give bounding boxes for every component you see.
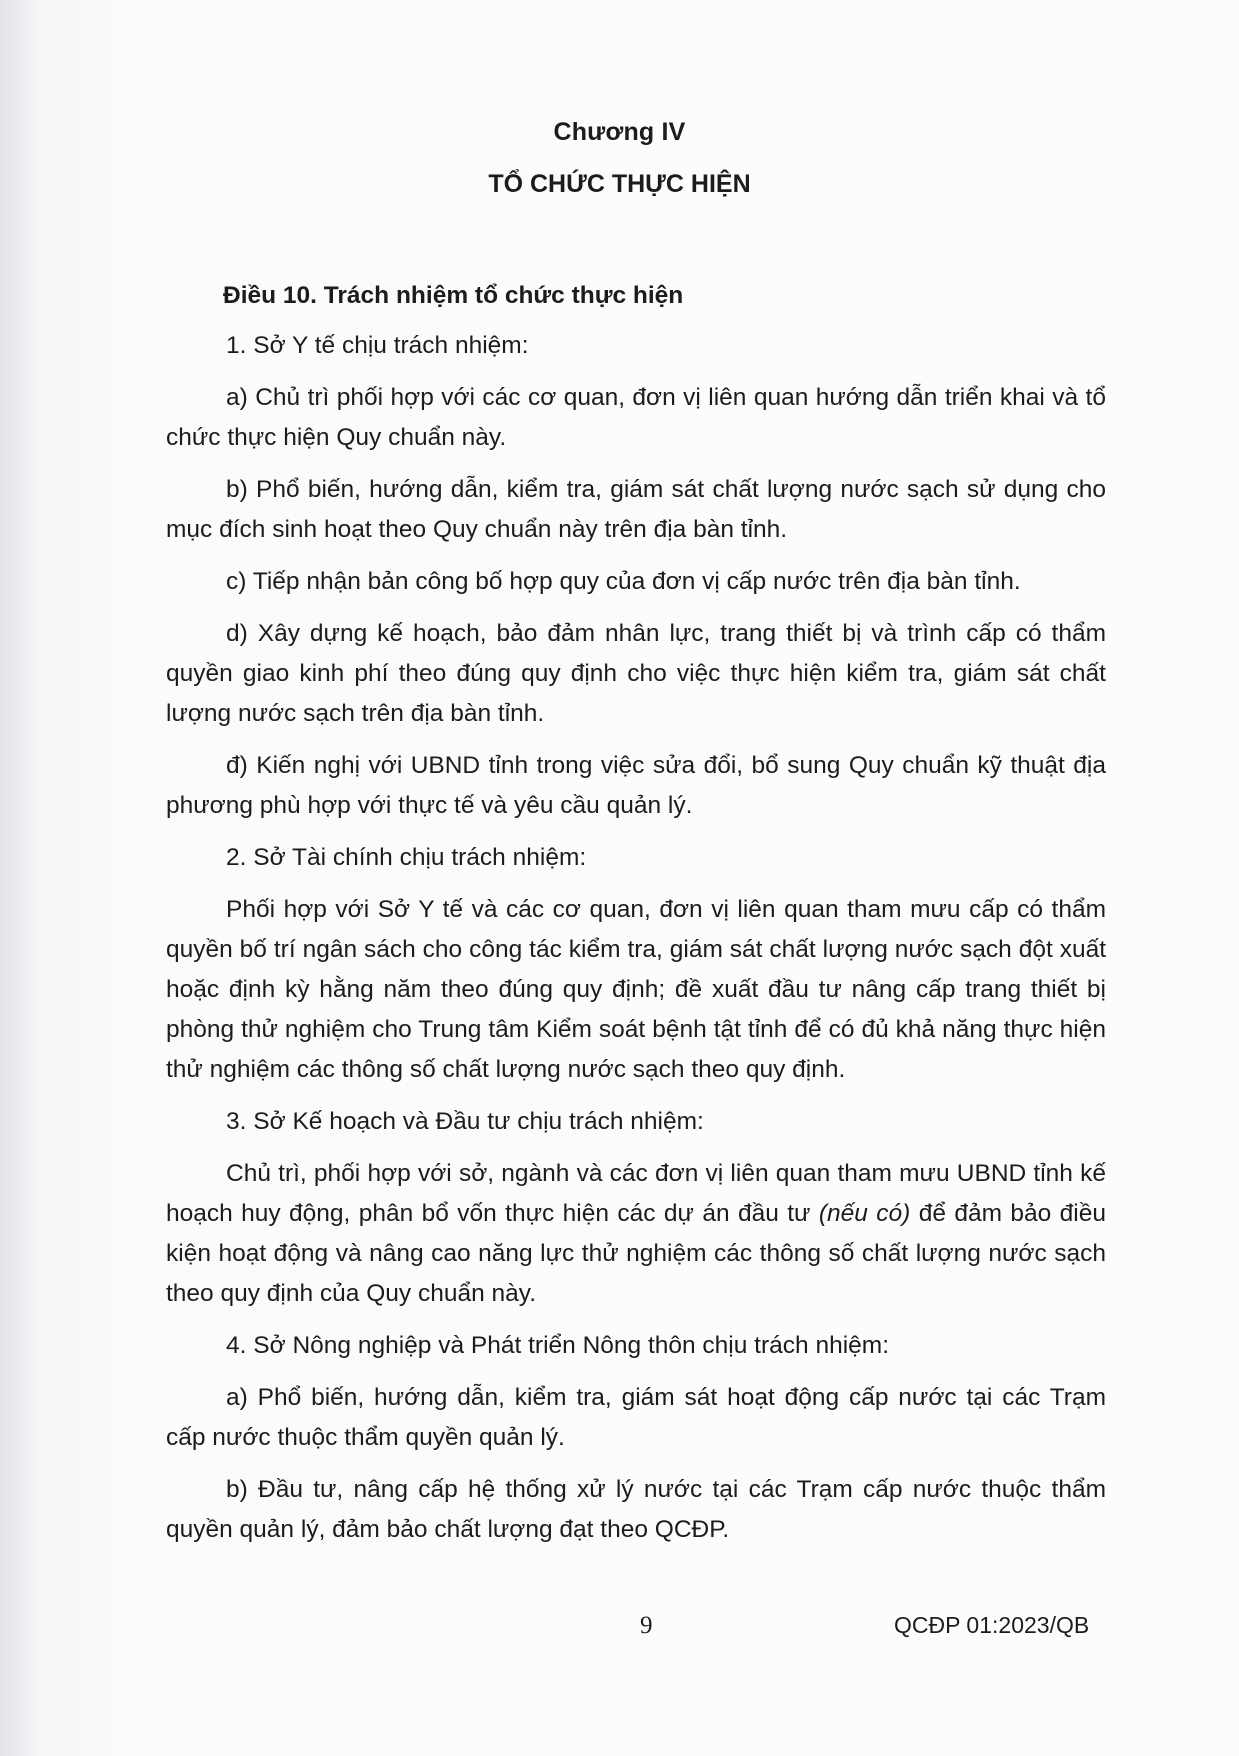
paragraph: 4. Sở Nông nghiệp và Phát triển Nông thôn chịu trách nhiệm: [226,1332,889,1359]
page-number: 9 [640,1612,653,1639]
article-heading [166,276,1106,316]
paragraph: d) Xây dựng kế hoạch, bảo đảm nhân lực, trang thiết bị và trình cấp có thẩm quyền giao kinh phí theo đúng quy định cho việc thực hiện kiểm tra, giám sát chất lượng nước sạch trên địa bàn tỉnh. [166,620,1106,727]
paragraph: 1. Sở Y tế chịu trách nhiệm: [226,332,529,359]
document-code: QCĐP 01:2023/QB [894,1612,1090,1638]
paragraph: a) Phổ biến, hướng dẫn, kiểm tra, giám sát hoạt động cấp nước tại các Trạm cấp nước thuộc thẩm quyền quản lý. [166,1384,1106,1451]
paragraph: a) Chủ trì phối hợp với các cơ quan, đơn vị liên quan hướng dẫn triển khai và tổ chức thực hiện Quy chuẩn này. [166,384,1106,451]
chapter-title: TỔ CHỨC THỰC HIỆN [488,170,751,198]
paragraph: b) Đầu tư, nâng cấp hệ thống xử lý nước tại các Trạm cấp nước thuộc thẩm quyền quản lý, đảm bảo chất lượng đạt theo QCĐP. [166,1476,1106,1543]
paragraph: đ) Kiến nghị với UBND tỉnh trong việc sửa đổi, bổ sung Quy chuẩn kỹ thuật địa phương phù hợp với thực tế và yêu cầu quản lý. [166,752,1106,819]
chapter-heading: Chương IV [553,118,686,146]
article-label: Điều 10. [223,282,317,309]
paragraph: Phối hợp với Sở Y tế và các cơ quan, đơn vị liên quan tham mưu cấp có thẩm quyền bố trí ngân sách cho công tác kiểm tra, giám sát chất lượng nước sạch đột xuất hoặc định kỳ hằng năm theo đúng quy định; đề xuất đầu tư nâng cấp trang thiết bị phòng thử nghiệm cho Trung tâm Kiểm soát bệnh tật tỉnh để có đủ khả năng thực hiện thử nghiệm các thông số chất lượng nước sạch theo quy định. [166,896,1106,1083]
paragraph: b) Phổ biến, hướng dẫn, kiểm tra, giám sát chất lượng nước sạch sử dụng cho mục đích sinh hoạt theo Quy chuẩn này trên địa bàn tỉnh. [166,476,1106,543]
article-title: Trách nhiệm tổ chức thực hiện [323,282,684,309]
paragraph-italic: (nếu có) [818,1200,911,1227]
paragraph: 3. Sở Kế hoạch và Đầu tư chịu trách nhiệm: [226,1108,704,1135]
paragraph-text: Chủ trì, phối hợp với sở, ngành và các đơn vị liên quan tham mưu UBND tỉnh kế hoạch huy động, phân bổ vốn thực hiện các dự án đầu tư [166,1160,1106,1227]
document-body [166,276,1106,1562]
paragraph [166,1154,1106,1314]
paragraph: c) Tiếp nhận bản công bố hợp quy của đơn vị cấp nước trên địa bàn tỉnh. [226,568,1021,595]
paragraph: 2. Sở Tài chính chịu trách nhiệm: [226,844,587,871]
paragraph-text: để đảm bảo điều kiện hoạt động và nâng cao năng lực thử nghiệm các thông số chất lượng nước sạch theo quy định của Quy chuẩn này. [166,1200,1106,1307]
